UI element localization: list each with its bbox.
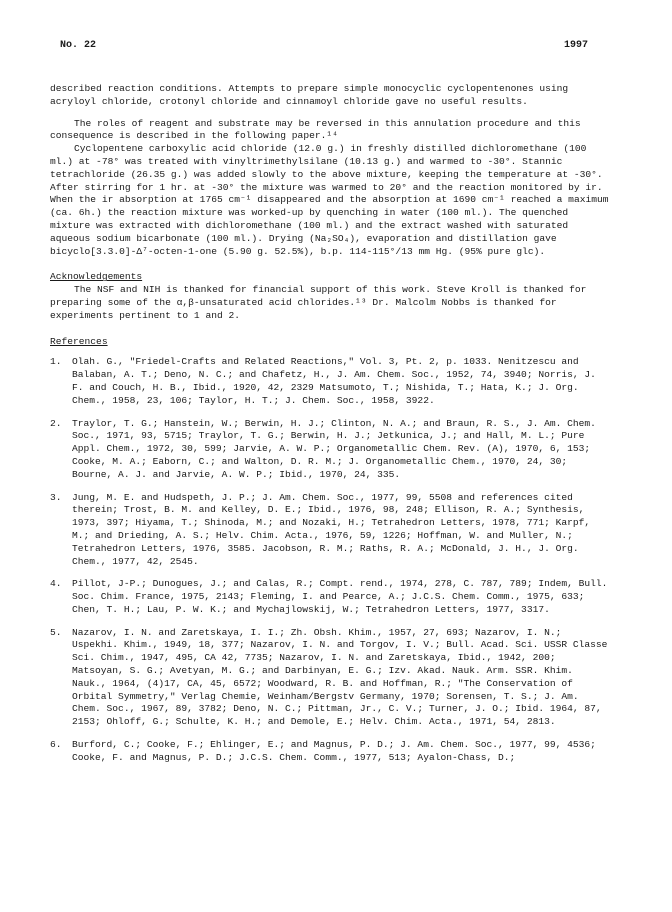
journal-issue: No. 22 bbox=[60, 40, 97, 51]
reference-item bbox=[50, 418, 610, 482]
reference-text: Olah. G., "Friedel-Crafts and Related Reactions," Vol. 3, Pt. 2, p. 1033. Nenitzescu and Balaban, A. T.; Deno, N. C.; and Chafetz, H., J. Am. Chem. Soc., 1952, 74, 3940; Norris, J. F. and Couch, H. B., Ibid., 1920, 42, 2329 Matsumoto, T.; Nishida, T.; Hata, K.; J. Org. Chem., 1958, 23, 106; Taylor, H. T.; J. Chem. Soc., 1958, 3922. bbox=[72, 356, 596, 406]
references-heading: References bbox=[50, 335, 108, 347]
page-body bbox=[50, 83, 610, 765]
reference-item bbox=[50, 578, 610, 616]
reference-number: 6. bbox=[50, 739, 62, 751]
reference-text: Pillot, J-P.; Dunogues, J.; and Calas, R.; Compt. rend., 1974, 278, C. 787, 789; Indem, Bull. Soc. Chim. France, 1975, 2143; Fleming, I. and Pearce, A.; J.C.S. Chem. Comm., 1975, 633; Chen, T. H.; Lau, P. W. K.; and Mychajlowskij, W.; Tetrahedron Letters, 1977, 3317. bbox=[72, 578, 608, 615]
reference-number: 5. bbox=[50, 626, 62, 638]
references-list bbox=[50, 356, 610, 764]
reference-item bbox=[50, 492, 610, 569]
acknowledgements-heading: Acknowledgements bbox=[50, 271, 143, 283]
reference-text: Burford, C.; Cooke, F.; Ehlinger, E.; and Magnus, P. D.; J. Am. Chem. Soc., 1977, 99, 4536; Cooke, F. and Magnus, P. D.; J.C.S. Chem. Comm., 1977, 513; Ayalon-Chass, D.; bbox=[72, 739, 596, 763]
reference-item bbox=[50, 356, 610, 407]
reference-item bbox=[50, 739, 610, 765]
reference-item bbox=[50, 627, 610, 729]
reference-number: 1. bbox=[50, 356, 62, 368]
acknowledgements-text: The NSF and NIH is thanked for financial support of this work. Steve Kroll is thanked for preparing some of the α,β-unsaturated acid chlorides.¹³ Dr. Malcolm Nobbs is thanked for experiments pertinent to 1 and 2. bbox=[50, 284, 587, 321]
reference-number: 4. bbox=[50, 578, 62, 590]
paragraph-reaction-conditions: described reaction conditions. Attempts to prepare simple monocyclic cyclopentenones using acryloyl chloride, crotonyl chloride and cinnamoyl chloride gave no useful results. bbox=[50, 83, 569, 107]
reference-number: 3. bbox=[50, 491, 62, 503]
paragraph-roles-reversed: The roles of reagent and substrate may be reversed in this annulation procedure and this consequence is described in the following paper.¹⁴ bbox=[50, 117, 581, 142]
reference-number: 2. bbox=[50, 417, 62, 429]
page-number: 1997 bbox=[563, 40, 588, 51]
paragraph-experimental: Cyclopentene carboxylic acid chloride (12.0 g.) in freshly distilled dichloromethane (100 ml.) at -78° was treated with vinyltrimethylsilane (10.13 g.) and warmed to -30°. Stannic tetrachloride (26.35 g.) was added slowly to the above mixture, keeping the temperature at -30°. After stirring for 1 hr. at -30° the mixture was warmed to 20° and the reaction monitored by ir. When the ir absorption at 1765 cm⁻¹ disappeared and the absorption at 1690 cm⁻¹ reached a maximum (ca. 6h.) the reaction mixture was worked-up by quenching in water (100 ml.). The quenched mixture was extracted with dichloromethane (100 ml.) and the extract washed with saturated aqueous sodium bicarbonate (100 ml.). Drying (Na₂SO₄), evaporation and distillation gave bicyclo[3.3.0]-Δ⁷-octen-1-one (5.90 g. 52.5%), b.p. 114-115°/13 mm Hg. (95% pure glc). bbox=[50, 143, 609, 257]
reference-text: Traylor, T. G.; Hanstein, W.; Berwin, H. J.; Clinton, N. A.; and Braun, R. S., J. Am. Chem. Soc., 1971, 93, 5715; Traylor, T. G.; Berwin, H. J.; Jetkunica, J.; and Hall, M. L.; Pure Appl. Chem., 1972, 30, 599; Jarvie, A. W. P.; Organometallic Chem. Rev. (A), 1970, 6, 153; Cooke, M. A.; Eaborn, C.; and Walton, D. R. M.; J. Organometallic Chem., 1970, 24, 30; Bourne, A. J. and Jarvie, A. W. P.; Ibid., 1970, 24, 335. bbox=[72, 417, 596, 480]
reference-text: Nazarov, I. N. and Zaretskaya, I. I.; Zh. Obsh. Khim., 1957, 27, 693; Nazarov, I. N.; Uspekhi. Khim., 1949, 18, 377; Nazarov, I. N. and Torgov, I. V.; Bull. Acad. Sci. USSR Classe Sci. Chim., 1947, 495, CA 42, 7735; Nazarov, I. N. and Zaretskaya, Ibid., 1942, 200; Matsoyan, S. G.; Avetyan, M. G.; and Darbinyan, E. G.; Izv. Akad. Nauk. Arm. SSR. Khim. Nauk., 1964, (4)17, CA, 45, 6572; Woodward, R. B. and Hoffman, R.; "The Conservation of Orbital Symmetry," Verlag Chemie, Weinham/Bergstv Germany, 1970; Sorensen, T. S.; J. Am. Chem. Soc., 1967, 89, 3782; Deno, N. C.; Pittman, Jr., C. V.; Turner, J. O.; Ibid. 1964, 87, 2153; Ohloff, G.; Schulte, K. H.; and Demole, E.; Helv. Chim. Acta., 1971, 54, 2813. bbox=[72, 626, 608, 728]
reference-text: Jung, M. E. and Hudspeth, J. P.; J. Am. Chem. Soc., 1977, 99, 5508 and references cited therein; Trost, B. M. and Kelley, D. E.; Ibid., 1976, 98, 248; Ellison, R. A.; Synthesis, 1973, 397; Hiyama, T.; Shinoda, M.; and Nozaki, H.; Tetrahedron Letters, 1978, 771; Karpf, M.; and Drieding, A. S.; Helv. Chim. Acta., 1976, 59, 1226; Hoffman, W. and Muller, N.; Tetrahedron Letters, 1976, 3585. Jacobson, R. M.; Raths, R. A.; McDonald, J. H., J. Org. Chem., 1977, 42, 2545. bbox=[72, 491, 591, 567]
